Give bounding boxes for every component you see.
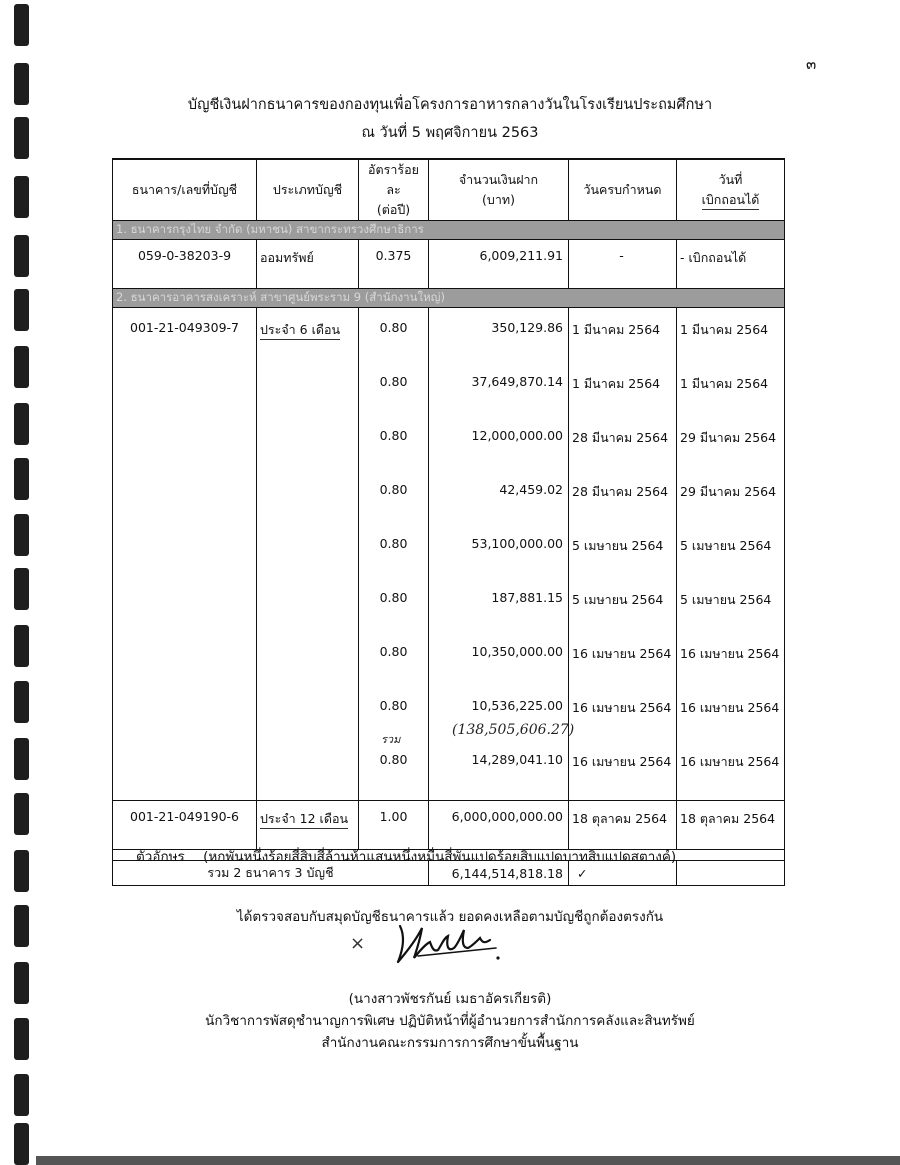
header-rate: อัตราร้อยละ (ต่อปี) — [359, 159, 429, 221]
account-number: 059-0-38203-9 — [113, 240, 257, 289]
amount-in-words — [136, 845, 676, 867]
due-date: 28 มีนาคม 2564 — [569, 422, 677, 476]
interest-rate: 0.80 — [359, 368, 429, 422]
due-date: 18 ตุลาคม 2564 — [569, 801, 677, 850]
interest-rate: 0.80 — [359, 308, 429, 369]
account-type: ประจำ 12 เดือน — [257, 801, 359, 850]
account-type: ประจำ 6 เดือน — [257, 308, 359, 369]
section-header-row — [113, 221, 785, 240]
table-row — [113, 584, 785, 638]
table-header-row — [113, 159, 785, 221]
section-2-label: 2. ธนาคารอาคารสงเคราะห์ สาขาศูนย์พระราม 9 (สำนักงานใหญ่) — [113, 289, 785, 308]
withdraw-date: 16 เมษายน 2564 — [677, 692, 785, 746]
withdraw-date: 18 ตุลาคม 2564 — [677, 801, 785, 850]
deposit-amount: 42,459.02 — [429, 476, 569, 530]
withdraw-date: - เบิกถอนได้ — [677, 240, 785, 289]
signature-image — [392, 918, 502, 966]
interest-rate: 0.375 — [359, 240, 429, 289]
deposit-amount: 53,100,000.00 — [429, 530, 569, 584]
check-mark: ✓ — [569, 861, 677, 886]
header-due: วันครบกำหนด — [569, 159, 677, 221]
table-row — [113, 240, 785, 289]
deposit-amount: 187,881.15 — [429, 584, 569, 638]
signer-office: สำนักงานคณะกรรมการการศึกษาขั้นพื้นฐาน — [321, 1035, 579, 1051]
binder-holes — [0, 0, 56, 1165]
withdraw-date: 1 มีนาคม 2564 — [677, 368, 785, 422]
table-row — [113, 638, 785, 692]
account-number: 001-21-049309-7 — [113, 308, 257, 369]
scan-edge — [36, 1156, 900, 1165]
signer-name: (นางสาวพัชรกันย์ เมธาอัครเกียรติ) — [348, 991, 552, 1007]
withdraw-date: 29 มีนาคม 2564 — [677, 422, 785, 476]
sign-mark: × — [350, 933, 366, 954]
amount-in-words-text: (หกพันหนึ่งร้อยสี่สิบสี่ล้านห้าแสนหนึ่งหมื่นสี่พันแปดร้อยสิบแปดบาทสิบแปดสตางค์) — [203, 849, 677, 865]
interest-rate: 0.80 — [359, 638, 429, 692]
due-date: 5 เมษายน 2564 — [569, 584, 677, 638]
withdraw-date: 29 มีนาคม 2564 — [677, 476, 785, 530]
total-amount: 6,144,514,818.18 — [429, 861, 569, 886]
table-row — [113, 476, 785, 530]
header-account: ธนาคาร/เลขที่บัญชี — [113, 159, 257, 221]
interest-rate: 0.80 — [359, 422, 429, 476]
handwritten-sum-label: รวม — [381, 733, 401, 746]
withdraw-date: 1 มีนาคม 2564 — [677, 308, 785, 369]
table-row — [113, 422, 785, 476]
table-row — [113, 801, 785, 850]
withdraw-date: 16 เมษายน 2564 — [677, 638, 785, 692]
document-date: ณ วันที่ 5 พฤศจิกายน 2563 — [361, 125, 539, 141]
section-1-label: 1. ธนาคารกรุงไทย จำกัด (มหาชน) สาขากระทรวงศึกษาธิการ — [113, 221, 785, 240]
handwritten-subtotal: (138,505,606.27) — [452, 722, 575, 738]
withdraw-date: 16 เมษายน 2564 — [677, 746, 785, 801]
header-type: ประเภทบัญชี — [257, 159, 359, 221]
due-date: 16 เมษายน 2564 — [569, 638, 677, 692]
interest-rate: 0.80 — [359, 746, 429, 801]
deposit-amount: 350,129.86 — [429, 308, 569, 369]
table-row — [113, 692, 785, 746]
deposit-table — [112, 158, 785, 886]
deposit-amount: 10,536,225.00 — [429, 692, 569, 746]
deposit-amount: 12,000,000.00 — [429, 422, 569, 476]
interest-rate: 0.80 — [359, 584, 429, 638]
verification-statement: ได้ตรวจสอบกับสมุดบัญชีธนาคารแล้ว ยอดคงเหลือตามบัญชีถูกต้องตรงกัน — [236, 909, 664, 925]
signer-position: นักวิชาการพัสดุชำนาญการพิเศษ ปฏิบัติหน้าที่ผู้อำนวยการสำนักการคลังและสินทรัพย์ — [205, 1013, 695, 1029]
total-label: รวม 2 ธนาคาร 3 บัญชี — [113, 861, 429, 886]
deposit-amount: 10,350,000.00 — [429, 638, 569, 692]
table-row — [113, 746, 785, 801]
deposit-amount: 6,000,000,000.00 — [429, 801, 569, 850]
due-date: 16 เมษายน 2564 — [569, 692, 677, 746]
section-header-row — [113, 289, 785, 308]
due-date: 16 เมษายน 2564 — [569, 746, 677, 801]
due-date: 28 มีนาคม 2564 — [569, 476, 677, 530]
deposit-amount: 37,649,870.14 — [429, 368, 569, 422]
header-amount: จำนวนเงินฝาก (บาท) — [429, 159, 569, 221]
account-type: ออมทรัพย์ — [257, 240, 359, 289]
interest-rate: 1.00 — [359, 801, 429, 850]
table-row — [113, 308, 785, 369]
account-number: 001-21-049190-6 — [113, 801, 257, 850]
table-row — [113, 368, 785, 422]
withdraw-date: 5 เมษายน 2564 — [677, 530, 785, 584]
due-date: 1 มีนาคม 2564 — [569, 368, 677, 422]
amount-in-words-label: ตัวอักษร — [136, 849, 185, 865]
deposit-amount: 6,009,211.91 — [429, 240, 569, 289]
interest-rate: 0.80 — [359, 692, 429, 746]
due-date: 5 เมษายน 2564 — [569, 530, 677, 584]
due-date: 1 มีนาคม 2564 — [569, 308, 677, 369]
document-title: บัญชีเงินฝากธนาคารของกองทุนเพื่อโครงการอาหารกลางวันในโรงเรียนประถมศึกษา — [187, 97, 713, 113]
interest-rate: 0.80 — [359, 530, 429, 584]
due-date: - — [569, 240, 677, 289]
interest-rate: 0.80 — [359, 476, 429, 530]
table-row — [113, 530, 785, 584]
header-withdraw: วันที่ เบิกถอนได้ — [677, 159, 785, 221]
withdraw-date: 5 เมษายน 2564 — [677, 584, 785, 638]
deposit-amount: 14,289,041.10 — [429, 746, 569, 801]
page-number: ๓ — [806, 55, 817, 73]
